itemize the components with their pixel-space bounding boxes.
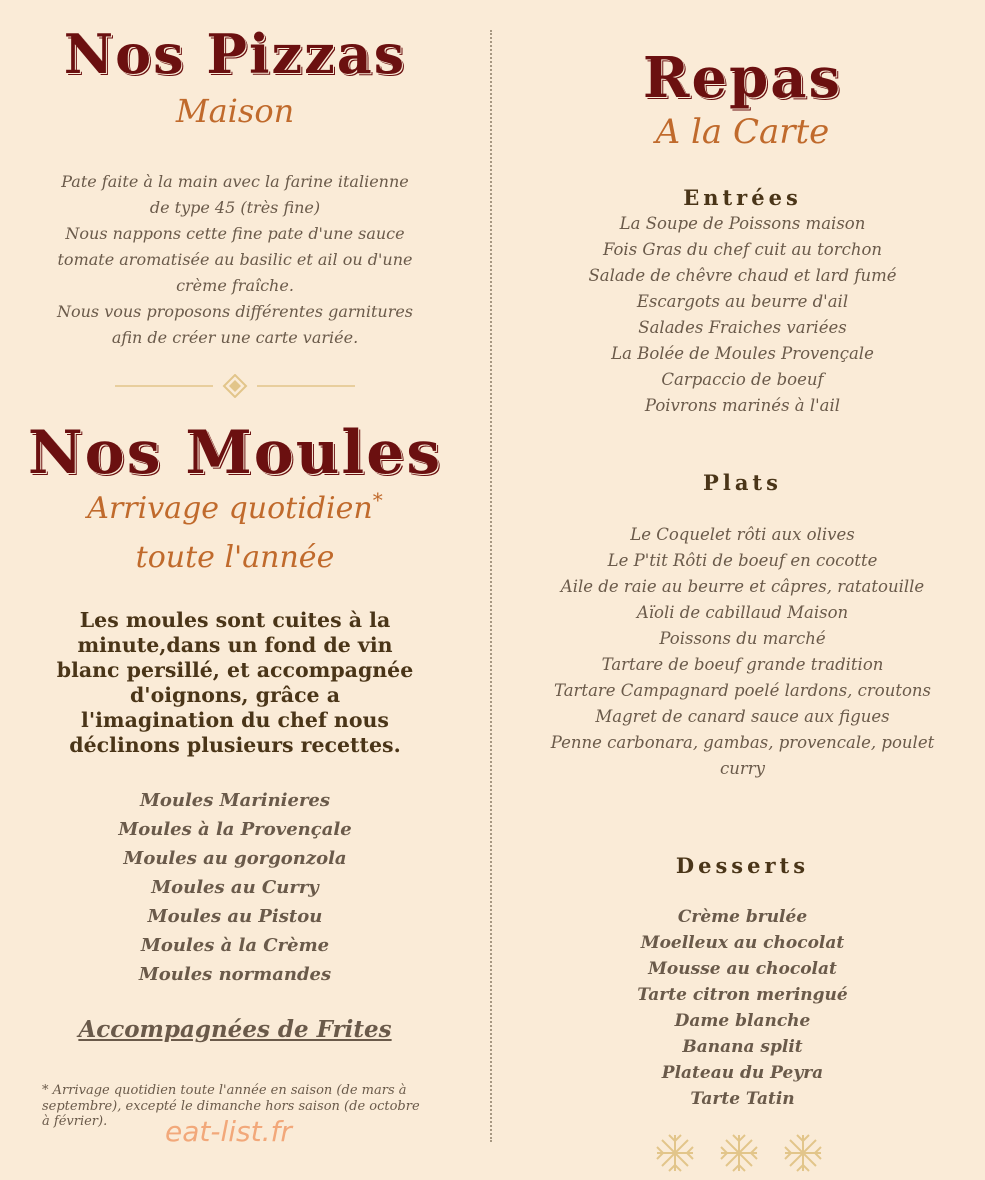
- snowflake-ornament-icon: [655, 1133, 830, 1173]
- watermark: eat-list.fr: [165, 1115, 292, 1148]
- pizza-subtitle: Maison: [175, 92, 295, 130]
- entrees-list: [500, 211, 985, 419]
- list-item: Aile de raie au beurre et câpres, ratatouille: [560, 577, 925, 596]
- list-item: Crème brulée: [677, 907, 808, 927]
- moules-title: Nos Moules: [27, 418, 443, 488]
- plats-list: [500, 522, 985, 782]
- pizza-title: Nos Pizzas: [63, 22, 407, 86]
- list-item: Moules au Curry: [151, 877, 319, 898]
- column-divider: [490, 30, 492, 1142]
- desserts-list: [500, 904, 985, 1112]
- moules-description-line: l'imagination du chef nous: [81, 708, 389, 732]
- list-item: Moules au gorgonzola: [123, 848, 347, 869]
- list-item: curry: [720, 759, 765, 778]
- list-item: Banana split: [682, 1037, 803, 1057]
- moules-subtitle-line2: toute l'année: [135, 540, 335, 575]
- list-item: Carpaccio de boeuf: [661, 370, 824, 389]
- moules-description: [50, 608, 420, 758]
- pizza-intro-line: crème fraîche.: [176, 276, 294, 295]
- list-item: Poissons du marché: [659, 629, 826, 648]
- footnote-line: * Arrivage quotidien toute l'année en saison (de mars à: [42, 1083, 407, 1098]
- carte-column: [500, 0, 985, 1180]
- list-item: Aïoli de cabillaud Maison: [636, 603, 849, 622]
- list-item: Tarte citron meringué: [637, 985, 848, 1005]
- list-item: Plateau du Peyra: [661, 1063, 824, 1083]
- list-item: Moules à la Provençale: [118, 819, 352, 840]
- repas-subtitle: A la Carte: [655, 112, 830, 152]
- moules-description-line: blanc persillé, et accompagnée: [56, 658, 414, 682]
- list-item: Le Coquelet rôti aux olives: [630, 525, 855, 544]
- list-item: Tartare Campagnard poelé lardons, croutons: [553, 681, 932, 700]
- moules-asterisk: *: [372, 488, 383, 512]
- moules-list: [40, 786, 430, 989]
- plats-heading: Plats: [703, 470, 782, 495]
- list-item: La Bolée de Moules Provençale: [611, 344, 874, 363]
- pizza-intro-line: tomate aromatisée au basilic et ail ou d'une: [57, 250, 413, 269]
- pizza-intro-line: Pate faite à la main avec la farine italienne: [61, 172, 409, 191]
- list-item: Fois Gras du chef cuit au torchon: [602, 240, 883, 259]
- list-item: Escargots au beurre d'ail: [636, 292, 849, 311]
- list-item: Magret de canard sauce aux figues: [595, 707, 890, 726]
- pizza-intro-line: de type 45 (très fine): [149, 198, 321, 217]
- pizza-moules-column: [0, 0, 470, 1180]
- list-item: Salade de chêvre chaud et lard fumé: [588, 266, 897, 285]
- list-item: Moules à la Crème: [140, 935, 330, 956]
- pizza-intro: [45, 169, 425, 351]
- pizza-intro-line: Nous vous proposons différentes garnitures: [56, 302, 414, 321]
- repas-title: Repas: [642, 45, 843, 111]
- list-item: Penne carbonara, gambas, provencale, poulet: [550, 733, 935, 752]
- pizza-intro-line: afin de créer une carte variée.: [111, 328, 359, 347]
- moules-description-line: Les moules sont cuites à la: [79, 608, 391, 632]
- list-item: Le P'tit Rôti de boeuf en cocotte: [607, 551, 878, 570]
- moules-subtitle-text: Arrivage quotidien: [87, 491, 373, 526]
- frites-note: Accompagnées de Frites: [78, 1016, 392, 1043]
- list-item: Tarte Tatin: [690, 1089, 795, 1109]
- list-item: Mousse au chocolat: [648, 959, 837, 979]
- desserts-heading: Desserts: [675, 853, 810, 878]
- footnote-line: à février).: [42, 1114, 108, 1129]
- diamond-ornament-icon: [115, 374, 355, 398]
- list-item: Poivrons marinés à l'ail: [644, 396, 841, 415]
- moules-subtitle-line1: [0, 488, 470, 526]
- moules-description-line: minute,dans un fond de vin: [77, 633, 393, 657]
- list-item: Moules au Pistou: [147, 906, 323, 927]
- list-item: Dame blanche: [674, 1011, 811, 1031]
- list-item: La Soupe de Poissons maison: [619, 214, 866, 233]
- pizza-intro-line: Nous nappons cette fine pate d'une sauce: [65, 224, 405, 243]
- list-item: Salades Fraiches variées: [638, 318, 847, 337]
- moules-description-line: d'oignons, grâce a: [129, 683, 341, 707]
- list-item: Moules Marinieres: [139, 790, 331, 811]
- footnote-line: septembre), excepté le dimanche hors saison (de octobre: [42, 1098, 420, 1114]
- entrees-heading: Entrées: [683, 185, 802, 210]
- moules-description-line: déclinons plusieurs recettes.: [69, 733, 401, 757]
- list-item: Moelleux au chocolat: [640, 933, 845, 953]
- list-item: Tartare de boeuf grande tradition: [601, 655, 884, 674]
- list-item: Moules normandes: [138, 964, 332, 985]
